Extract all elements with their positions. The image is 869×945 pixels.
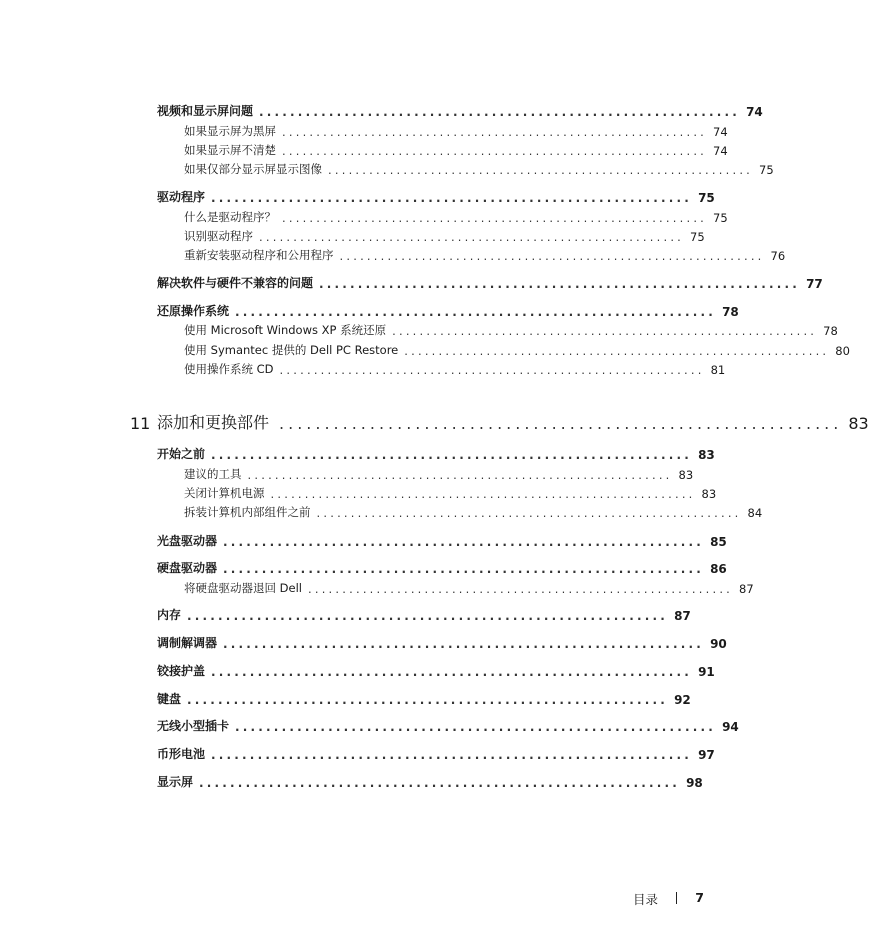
toc-subsection[interactable]: 拆装计算机内部组件之前 .............................................................. 84 — [184, 505, 763, 520]
toc-subsection[interactable]: 什么是驱动程序？ .............................................................. 75 — [184, 210, 728, 225]
dot-leader: .............................................................. — [211, 748, 693, 762]
toc-section[interactable]: 还原操作系统 .............................................................. 78 — [157, 304, 739, 319]
dot-leader: .............................................................. — [223, 535, 705, 549]
dot-leader: .............................................................. — [307, 582, 734, 596]
toc-subsection[interactable]: 如果显示屏为黑屏 .............................................................. 74 — [184, 124, 728, 139]
toc-section[interactable]: 开始之前 .............................................................. 83 — [157, 447, 715, 462]
toc-section[interactable]: 显示屏 .............................................................. 98 — [157, 775, 703, 790]
dot-leader: .............................................................. — [259, 105, 741, 119]
dot-leader: .............................................................. — [319, 277, 801, 291]
dot-leader: .............................................................. — [279, 363, 705, 377]
toc-section[interactable]: 内存 .............................................................. 87 — [157, 608, 691, 623]
toc-subsection[interactable]: 如果仅部分显示屏显示图像 .............................................................. 75 — [184, 162, 774, 177]
toc-section[interactable]: 光盘驱动器 .............................................................. 85 — [157, 534, 727, 549]
dot-leader: .............................................................. — [282, 211, 708, 225]
dot-leader: .............................................................. — [211, 448, 693, 462]
dot-leader: .............................................................. — [339, 249, 765, 263]
dot-leader: .............................................................. — [282, 144, 708, 158]
toc-section[interactable]: 解决软件与硬件不兼容的问题 .............................................................. 77 — [157, 276, 823, 291]
dot-leader: .............................................................. — [211, 665, 693, 679]
toc-subsection[interactable]: 关闭计算机电源 .............................................................. 83 — [184, 486, 717, 501]
page-footer — [600, 890, 710, 908]
toc-section[interactable]: 驱动程序 .............................................................. 75 — [157, 190, 715, 205]
toc-chapter[interactable]: 11 添加和更换部件 .............................................................. 83 — [130, 413, 869, 433]
toc-section[interactable]: 无线小型插卡 .............................................................. 94 — [157, 719, 739, 734]
dot-leader: .............................................................. — [211, 191, 693, 205]
page-number: 7 — [695, 890, 704, 905]
dot-leader: .............................................................. — [392, 324, 818, 338]
toc-subsection[interactable]: 如果显示屏不清楚 .............................................................. 74 — [184, 143, 728, 158]
dot-leader: .............................................................. — [328, 163, 754, 177]
toc-subsection[interactable]: 使用 Microsoft Windows XP 系统还原 .............................................................. 78 — [184, 323, 838, 338]
dot-leader: .............................................................. — [247, 468, 673, 482]
dot-leader: .............................................................. — [279, 414, 843, 433]
toc-subsection[interactable]: 识别驱动程序 .............................................................. 75 — [184, 229, 705, 244]
toc-subsection[interactable]: 重新安装驱动程序和公用程序 .............................................................. 76 — [184, 248, 786, 263]
dot-leader: .............................................................. — [187, 609, 669, 623]
dot-leader: .............................................................. — [187, 693, 669, 707]
footer-label: 目录 — [632, 892, 658, 907]
toc-section[interactable]: 铰接护盖 .............................................................. 91 — [157, 664, 715, 679]
toc-section[interactable]: 键盘 .............................................................. 92 — [157, 692, 691, 707]
dot-leader: .............................................................. — [199, 776, 681, 790]
toc-section[interactable]: 调制解调器 .............................................................. 90 — [157, 636, 727, 651]
dot-leader: .............................................................. — [235, 305, 717, 319]
dot-leader: .............................................................. — [259, 230, 685, 244]
footer-divider — [676, 892, 677, 904]
toc-section[interactable]: 视频和显示屏问题 .............................................................. 74 — [157, 104, 763, 119]
dot-leader: .............................................................. — [235, 720, 717, 734]
toc-subsection[interactable]: 使用 Symantec 提供的 Dell PC Restore .............................................................. 80 — [184, 343, 850, 358]
dot-leader: .............................................................. — [270, 487, 696, 501]
dot-leader: .............................................................. — [316, 506, 742, 520]
toc-section[interactable]: 硬盘驱动器 .............................................................. 86 — [157, 561, 727, 576]
dot-leader: .............................................................. — [404, 344, 830, 358]
toc-subsection[interactable]: 使用操作系统 CD .............................................................. 81 — [184, 362, 726, 377]
dot-leader: .............................................................. — [282, 125, 708, 139]
toc-section[interactable]: 币形电池 .............................................................. 97 — [157, 747, 715, 762]
toc-subsection[interactable]: 将硬盘驱动器退回 Dell .............................................................. 87 — [184, 581, 754, 596]
dot-leader: .............................................................. — [223, 562, 705, 576]
dot-leader: .............................................................. — [223, 637, 705, 651]
toc-subsection[interactable]: 建议的工具 .............................................................. 83 — [184, 467, 694, 482]
